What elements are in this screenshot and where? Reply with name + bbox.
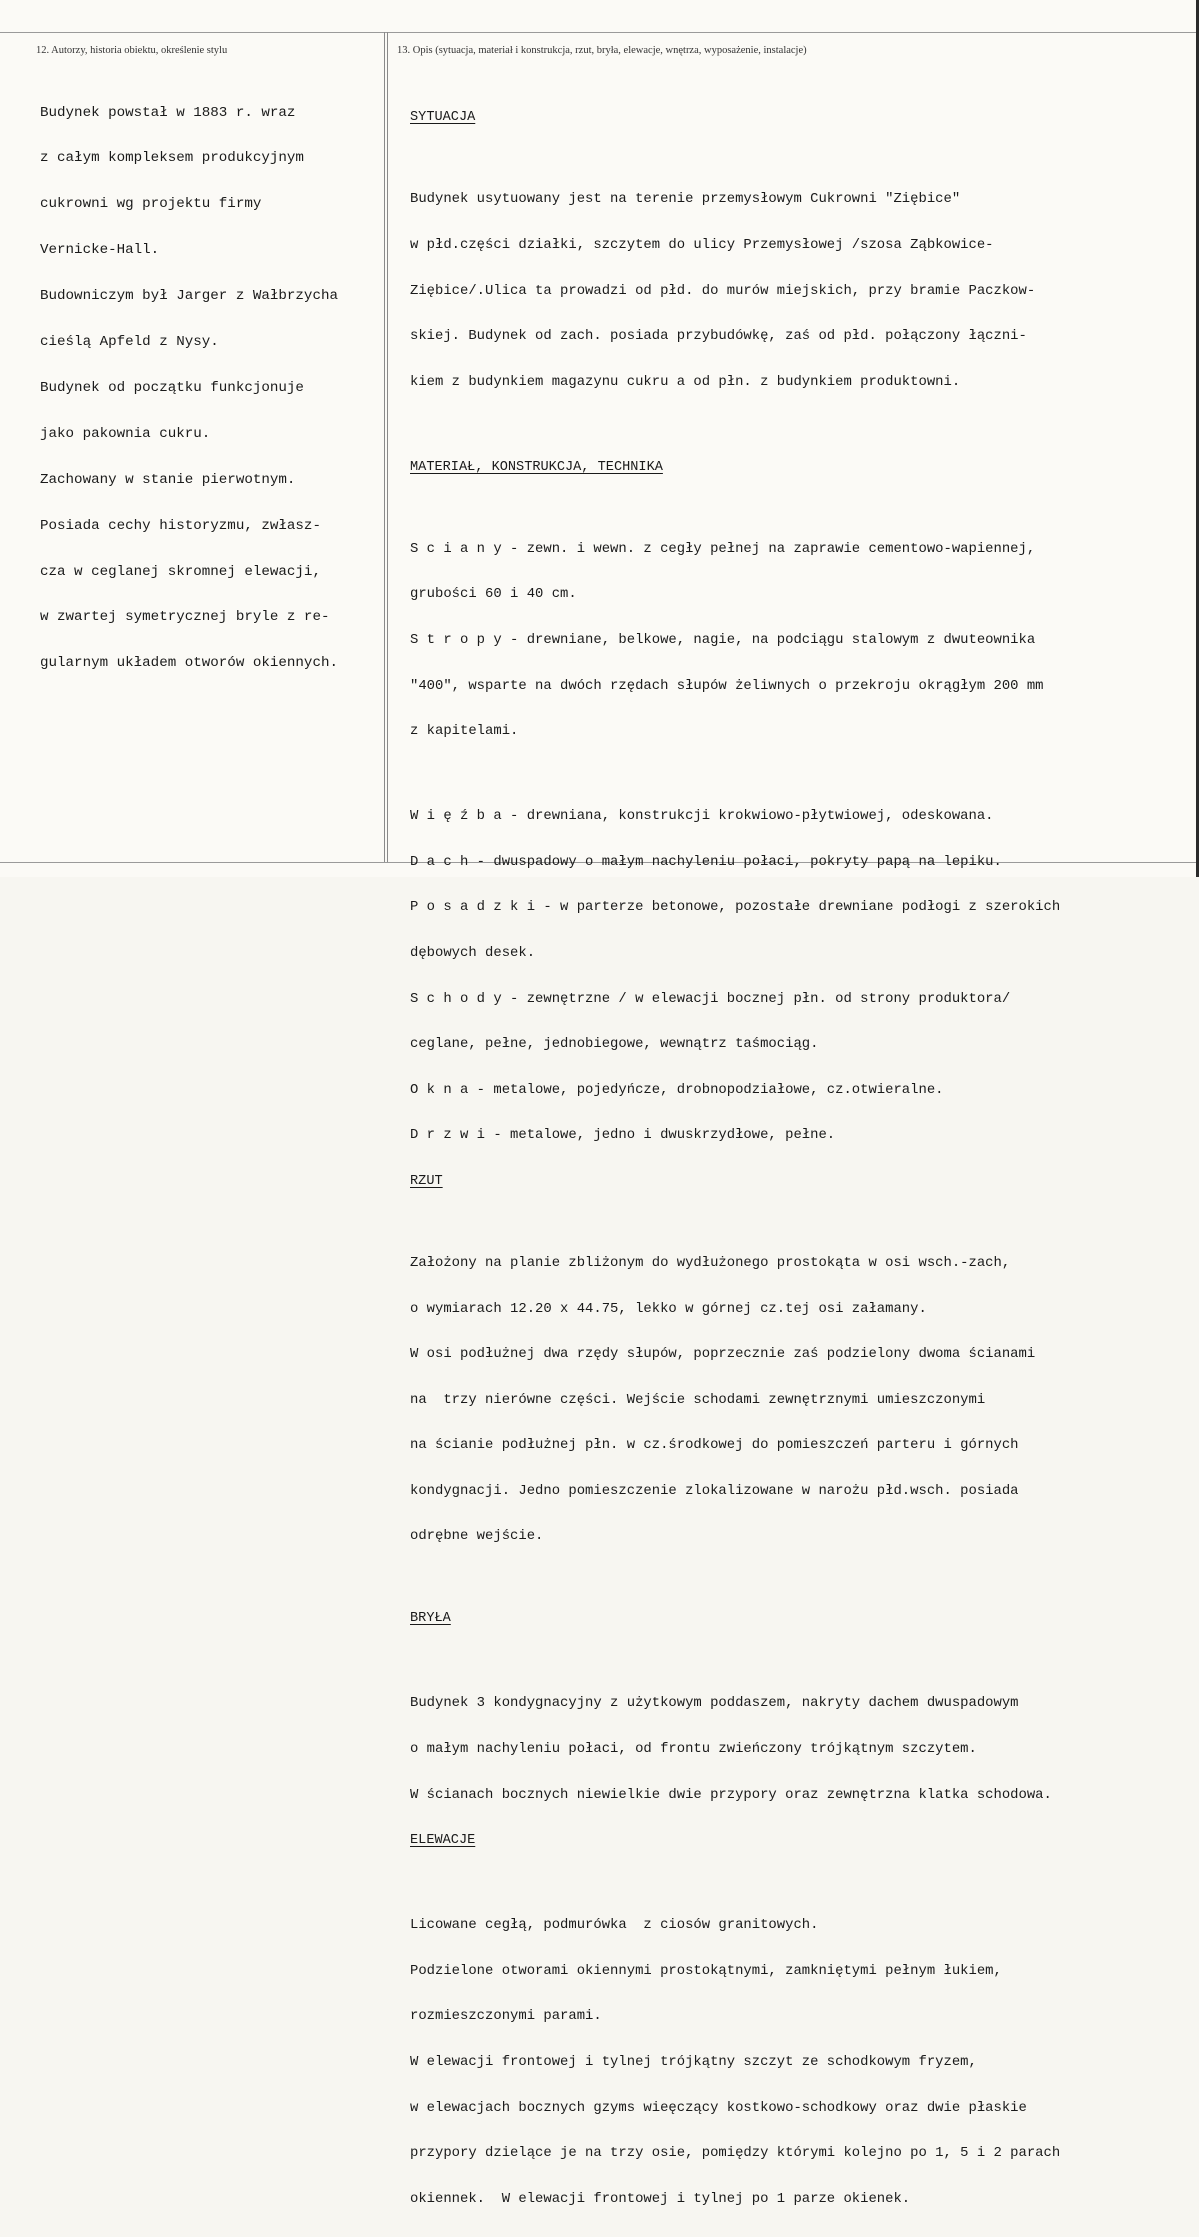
description-line: Budynek 3 kondygnacyjny z użytkowym poddaszem, nakryty dachem dwuspadowym [410, 1695, 1019, 1712]
history-line: z całym kompleksem produkcyjnym [40, 150, 304, 167]
section-title-rzut: RZUT [410, 1173, 443, 1189]
history-line: Budowniczym był Jarger z Wałbrzycha [40, 288, 338, 305]
description-line: "400", wsparte na dwóch rzędach słupów żeliwnych o przekroju okrągłym 200 mm [410, 677, 1044, 694]
history-line: Budynek od początku funkcjonuje [40, 379, 304, 396]
description-line: W ścianach bocznych niewielkie dwie przypory oraz zewnętrzna klatka schodowa. [410, 1786, 1052, 1803]
description-line: Założony na planie zbliżonym do wydłużonego prostokąta w osi wsch.-zach, [410, 1254, 1011, 1271]
description-line: rozmieszczonymi parami. [410, 2008, 602, 2025]
history-line: cza w ceglanej skromnej elewacji, [40, 563, 321, 580]
description-line: odrębne wejście. [410, 1528, 544, 1545]
history-line: Zachowany w stanie pierwotnym. [40, 471, 296, 488]
history-line: jako pakownia cukru. [40, 425, 211, 442]
history-line: cukrowni wg projektu firmy [40, 196, 262, 213]
history-line: Vernicke-Hall. [40, 242, 160, 259]
description-text [410, 80, 1060, 2237]
history-line: Budynek powstał w 1883 r. wraz [40, 104, 296, 121]
description-line: Ziębice/.Ulica ta prowadzi od płd. do murów miejskich, przy bramie Paczkow- [410, 282, 1036, 299]
description-line: Budynek usytuowany jest na terenie przemysłowym Cukrowni "Ziębice" [410, 191, 961, 208]
description-line: dębowych desek. [410, 944, 536, 961]
description-line: D r z w i - metalowe, jedno i dwuskrzydłowe, pełne. [410, 1127, 836, 1144]
history-text [40, 75, 338, 702]
description-line: W i ę ź b a - drewniana, konstrukcji krokwiowo-płytwiowej, odeskowana. [410, 808, 994, 825]
description-line: W osi podłużnej dwa rzędy słupów, poprzecznie zaś podzielony dwoma ścianami [410, 1346, 1036, 1363]
history-line: cieślą Apfeld z Nysy. [40, 334, 219, 351]
description-line: z kapitelami. [410, 723, 519, 740]
description-line: o wymiarach 12.20 x 44.75, lekko w górnej cz.tej osi załamany. [410, 1300, 927, 1317]
description-line: na trzy nierówne części. Wejście schodami zewnętrznymi umieszczonymi [410, 1391, 986, 1408]
description-line: Podzielone otworami okiennymi prostokątnymi, zamkniętymi pełnym łukiem, [410, 1962, 1002, 1979]
section-title-bryla: BRYŁA [410, 1611, 451, 1627]
column-divider [384, 32, 388, 862]
top-rule [0, 32, 1196, 33]
description-line: W elewacji frontowej i tylnej trójkątny szczyt ze schodkowym fryzem, [410, 2054, 977, 2071]
description-line: S c i a n y - zewn. i wewn. z cegły pełnej na zaprawie cementowo-wapiennej, [410, 540, 1036, 557]
history-line: w zwartej symetrycznej bryle z re- [40, 609, 330, 626]
description-line: P o s a d z k i - w parterze betonowe, pozostałe drewniane podłogi z szerokich [410, 899, 1061, 916]
description-line: Licowane cegłą, podmurówka z ciosów granitowych. [410, 1917, 819, 1934]
history-line: Posiada cechy historyzmu, zwłasz- [40, 517, 321, 534]
right-column-header: 13. Opis (sytuacja, materiał i konstrukcja, rzut, bryła, elewacje, wnętrza, wyposażenie, instalacje) [397, 45, 807, 56]
description-line: kondygnacji. Jedno pomieszczenie zlokalizowane w narożu płd.wsch. posiada [410, 1482, 1019, 1499]
description-line: w płd.części działki, szczytem do ulicy Przemysłowej /szosa Ząbkowice- [410, 237, 994, 253]
section-title-material: MATERIAŁ, KONSTRUKCJA, TECHNIKA [410, 459, 663, 475]
description-line: O k n a - metalowe, pojedyńcze, drobnopodziałowe, cz.otwieralne. [410, 1081, 944, 1098]
left-column-header: 12. Autorzy, historia obiektu, określenie stylu [36, 45, 228, 56]
description-line: przypory dzielące je na trzy osie, pomiędzy którymi kolejno po 1, 5 i 2 parach [410, 2145, 1061, 2162]
description-line: ceglane, pełne, jednobiegowe, wewnątrz taśmociąg. [410, 1036, 819, 1053]
description-line: D a c h - dwuspadowy o małym nachyleniu połaci, pokryty papą na lepiku. [410, 853, 1002, 870]
description-line: o małym nachyleniu połaci, od frontu zwieńczony trójkątnym szczytem. [410, 1741, 977, 1758]
description-line: grubości 60 i 40 cm. [410, 586, 577, 603]
description-line: kiem z budynkiem magazynu cukru a od płn. z budynkiem produktowni. [410, 373, 961, 390]
description-line: w elewacjach bocznych gzyms wieęczący kostkowo-schodkowy oraz dwie płaskie [410, 2099, 1027, 2116]
section-title-elewacje: ELEWACJE [410, 1833, 476, 1849]
description-line: na ścianie podłużnej płn. w cz.środkowej do pomieszczeń parteru i górnych [410, 1437, 1019, 1454]
history-line: gularnym układem otworów okiennych. [40, 655, 338, 672]
section-title-sytuacja: SYTUACJA [410, 110, 476, 126]
description-line: S t r o p y - drewniane, belkowe, nagie, na podciągu stalowym z dwuteownika [410, 631, 1036, 648]
description-line: S c h o d y - zewnętrzne / w elewacji bocznej płn. od strony produktora/ [410, 990, 1011, 1007]
description-line: okiennek. W elewacji frontowej i tylnej po 1 parze okienek. [410, 2190, 911, 2207]
description-line: skiej. Budynek od zach. posiada przybudówkę, zaś od płd. połączony łączni- [410, 328, 1027, 345]
